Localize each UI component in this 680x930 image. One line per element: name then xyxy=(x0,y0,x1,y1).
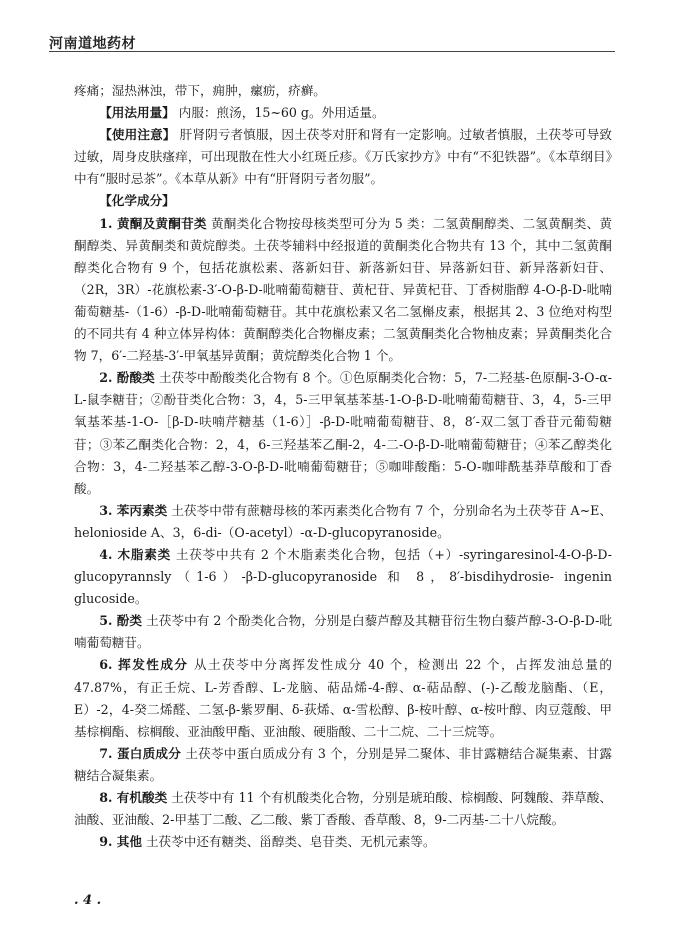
subheading-phenolic-acids: 2. 酚酸类 xyxy=(99,370,155,386)
page-number: . 4 . xyxy=(74,893,102,908)
paragraph-flavonoids xyxy=(74,213,612,368)
paragraph-text: 土茯苓中带有蔗糖母核的苯丙素类化合物有 7 个，分别命名为土茯苓苷 A~E、helonioside A、3，6-di-（O-acetyl）-α-D-glucopyranoside。 xyxy=(74,502,612,540)
subheading-lignans: 4. 木脂素类 xyxy=(99,546,172,562)
paragraph-proteins xyxy=(74,743,612,787)
paragraph-text: 土茯苓中有 11 个有机酸类化合物，分别是琥珀酸、棕榈酸、阿魏酸、莽草酸、油酸、亚油酸、2-甲基丁二酸、乙二酸、紫丁香酸、香草酸、8，9-二丙基-二十八烷酸。 xyxy=(74,790,612,828)
paragraph-text: 疼痛；湿热淋浊，带下，痈肿，瘰疬，疥癣。 xyxy=(74,83,326,98)
section-heading-usage-dosage: 【用法用量】 xyxy=(99,105,175,121)
paragraph-others xyxy=(74,831,612,853)
subheading-volatiles: 6. 挥发性成分 xyxy=(99,657,189,673)
subheading-organic-acids: 8. 有机酸类 xyxy=(99,790,168,805)
paragraph-organic-acids xyxy=(74,787,612,831)
running-header-title: 河南道地药材 xyxy=(49,36,136,52)
section-heading-chemical-composition: 【化学成分】 xyxy=(99,193,175,209)
paragraph-text: 肝肾阴亏者慎服，因土茯苓对肝和肾有一定影响。过敏者慎服，土茯苓可导致过敏，周身皮肤瘙痒，可出现散在性大小红斑丘疹。《万氏家抄方》中有“不犯铁器”。《本草纲目》中有“服时忌茶”。《本草从新》中有“肝肾阴亏者勿服”。 xyxy=(74,127,613,187)
header-divider xyxy=(49,51,615,52)
page-body xyxy=(74,80,612,853)
paragraph-continuation xyxy=(74,80,612,102)
subheading-phenylpropanoids: 3. 苯丙素类 xyxy=(99,502,168,518)
paragraph-text: 黄酮类化合物按母核类型可分为 5 类：二氢黄酮醇类、二氢黄酮类、黄酮醇类、异黄酮类和黄烷醇类。土茯苓辅料中经报道的黄酮类化合物共有 13 个，其中二氢黄酮醇类化合物有 9 个，包括花旗松素、落新妇苷、新落新妇苷、异落新妇苷、新异落新妇苷、（2R，3R）-花旗松素-3′-O-β-D-吡喃葡萄糖苷、黄杞苷、异黄杞苷、丁香树脂醇 4-O-β-D-吡喃葡萄糖基-（1-6）-β-D-吡喃葡萄糖苷。其中花旗松素又名二氢槲皮素，根据其 2、3 位绝对构型的不同共有 4 种立体异构体：黄酮醇类化合物槲皮素；二氢黄酮类化合物柚皮素；异黄酮类化合物 7，6′-二羟基-3′-甲氧基异黄酮；黄烷醇类化合物 1 个。 xyxy=(74,215,612,364)
paragraph-text: 从土茯苓中分离挥发性成分 40 个，检测出 22 个，占挥发油总量的 47.87%，有正壬烷、L-芳香醇、L-龙脑、萜品烯-4-醇、α-萜品醇、(-)-乙酸龙脑酯、（E，E）-2，4-癸二烯醛、二氢-β-紫罗酮、δ-荻烯、α-雪松醇、β-桉叶醇、α-桉叶醇、肉豆蔻酸、甲基棕榈酯、棕榈酸、亚油酸甲酯、亚油酸、硬脂酸、二十二烷、二十三烷等。 xyxy=(74,657,612,739)
subheading-others: 9. 其他 xyxy=(99,834,142,850)
paragraph-phenylpropanoids xyxy=(74,500,612,544)
paragraph-text: 土茯苓中蛋白质成分有 3 个，分别是异二聚体、非甘露糖结合凝集素、甘露糖结合凝集素。 xyxy=(74,745,612,783)
paragraph-usage-dosage xyxy=(74,102,612,124)
paragraph-text: 土茯苓中还有糖类、甾醇类、皂苷类、无机元素等。 xyxy=(145,834,436,850)
section-heading-precautions: 【使用注意】 xyxy=(99,127,176,143)
paragraph-text: 土茯苓中有 2 个酚类化合物，分别是白藜芦醇及其糖苷衍生物白藜芦醇-3-O-β-D-吡喃葡萄糖苷。 xyxy=(74,613,612,651)
paragraph-volatiles xyxy=(74,654,612,742)
paragraph-precautions xyxy=(74,124,612,190)
subheading-proteins: 7. 蛋白质成分 xyxy=(99,745,182,761)
paragraph-text: 土茯苓中共有 2 个木脂素类化合物，包括（+）-syringaresinol-4-O-β-D-glucopyrannsly（1-6）-β-D-glucopyranoside 和 8，8′-bisdihydrosie- ingenin glucoside。 xyxy=(74,546,612,607)
paragraph-phenolic-acids xyxy=(74,367,612,500)
paragraph-lignans xyxy=(74,544,612,610)
paragraph-text: 内服：煎汤，15~60 g。外用适量。 xyxy=(178,105,385,121)
subheading-phenols: 5. 酚类 xyxy=(99,613,143,629)
paragraph-text: 土茯苓中酚酸类化合物有 8 个。①色原酮类化合物：5，7-二羟基-色原酮-3-O-α-L-鼠李糖苷；②酚苷类化合物：3，4，5-三甲氧基苯基-1-O-β-D-吡喃葡萄糖苷、3，4，5-三甲氧基苯基-1-O-［β-D-呋喃芹糖基（1-6）］-β-D-吡喃葡萄糖苷、8，8′-双二氢丁香苷元葡萄糖苷；③苯乙酮类化合物：2，4，6-三羟基苯乙酮-2，4-二-O-β-D-吡喃葡萄糖苷；④苯乙醇类化合物：3，4-二羟基苯乙醇-3-O-β-D-吡喃葡萄糖苷；⑤咖啡酸酯：5-O-咖啡酰基莽草酸和丁香酸。 xyxy=(74,370,612,496)
paragraph-phenols xyxy=(74,610,612,654)
paragraph-chemical-heading xyxy=(74,190,612,212)
subheading-flavonoids: 1. 黄酮及黄酮苷类 xyxy=(99,215,207,231)
